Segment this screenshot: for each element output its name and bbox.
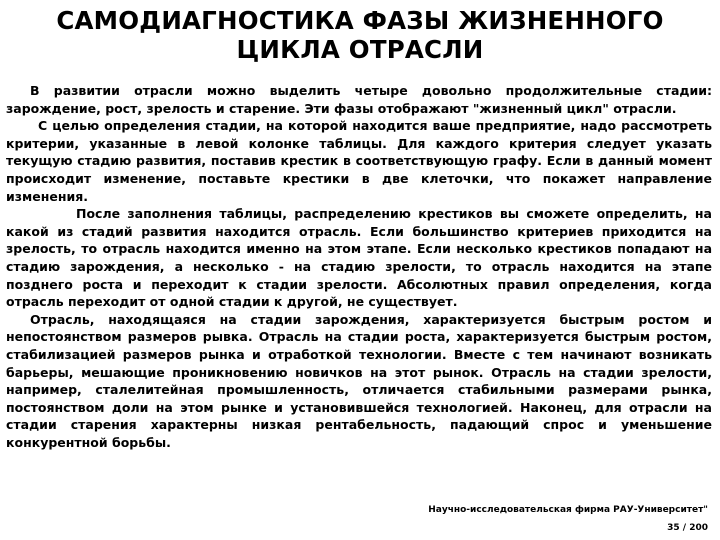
page-title xyxy=(0,6,720,64)
footer-company-name: Научно-исследовательская фирма РАУ-Университет" xyxy=(428,505,708,515)
paragraph-criteria-instructions: С целью определения стадии, на которой находится ваше предприятие, надо рассмотреть критерии, указанные в левой колонке таблицы. Для каждого критерия следует указать текущую стадию развития, поставив крестик в соответствующую графу. Если в данный момент происходит изменение, поставьте крестики в две клеточки, что покажет направление изменения. xyxy=(6,118,712,204)
paragraph-stage-determination: После заполнения таблицы, распределению крестиков вы сможете определить, на какой из стадий развития находится отрасль. Если большинство критериев приходится на зрелость, то отрасль находится именно на этом этапе. Если несколько крестиков попадают на стадию зарождения, а несколько - на стадию зрелости, то отрасль находится на этапе позднего роста и переходит к стадии зрелости. Абсолютных правил определения, когда отрасль переходит от одной стадии к другой, не существует. xyxy=(6,206,712,310)
page-number: 35 / 200 xyxy=(667,523,708,533)
body-text xyxy=(6,82,712,451)
page-title-line-2: ЦИКЛА ОТРАСЛИ xyxy=(236,35,484,64)
paragraph-stage-characteristics: Отрасль, находящаяся на стадии зарождения, характеризуется быстрым ростом и непостоянством размеров рывка. Отрасль на стадии роста, характеризуется быстрым ростом, стабилизацией размеров рынка и отработкой технологии. Вместе с тем начинают возникать барьеры, мешающие проникновению новичков на этот рынок. Отрасль на стадии зрелости, например, сталелитейная промышленность, отличается стабильными размерами рынка, постоянством доли на этом рынке и установившейся технологией. Наконец, для отрасли на стадии старения характерны низкая рентабельность, падающий спрос и уменьшение конкурентной борьбы. xyxy=(6,311,712,450)
paragraph-lifecycle-stages: В развитии отрасли можно выделить четыре довольно продолжительные стадии: зарождение, рост, зрелость и старение. Эти фазы отображают "жизненный цикл" отрасли. xyxy=(6,83,712,116)
page-title-line-1: САМОДИАГНОСТИКА ФАЗЫ ЖИЗНЕННОГО xyxy=(56,6,664,35)
